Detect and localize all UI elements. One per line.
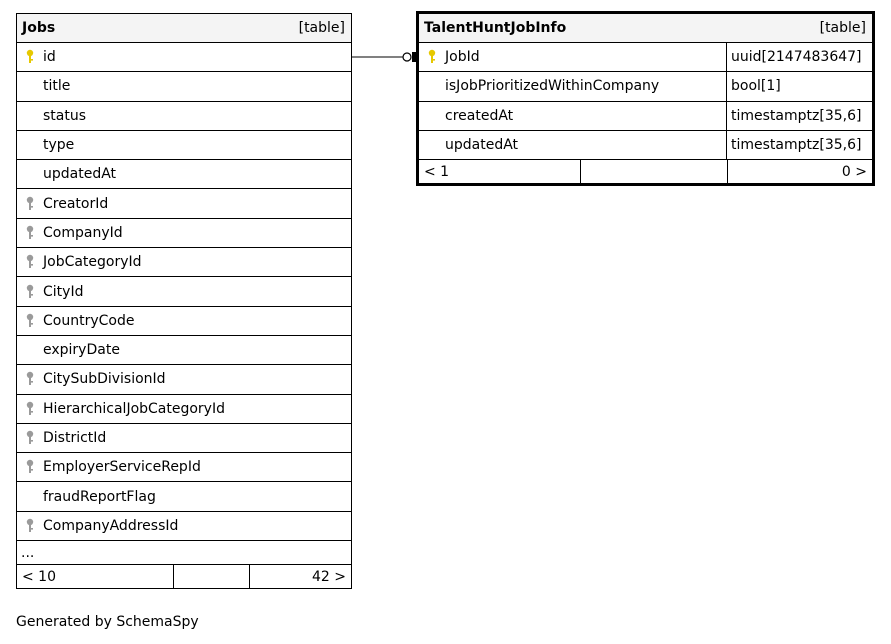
column-name: title (43, 78, 71, 95)
column-name: type (43, 137, 75, 154)
column-name: isJobPrioritizedWithinCompany (445, 78, 660, 95)
one-marker (412, 52, 416, 62)
talent-table-name: TalentHuntJobInfo (424, 20, 567, 36)
jobs-footer-children: 42 > (312, 568, 346, 585)
column-name: HierarchicalJobCategoryId (43, 400, 225, 417)
column-name: expiryDate (43, 342, 120, 359)
column-name: CompanyId (43, 224, 123, 241)
column-name: JobCategoryId (43, 254, 142, 271)
column-name: CompanyAddressId (43, 517, 179, 534)
schemaspy-credit: Generated by SchemaSpy (16, 614, 199, 630)
column-name: updatedAt (445, 137, 519, 154)
talent-footer-parents: < 1 (419, 160, 581, 183)
jobs-footer-parents: < 10 (17, 565, 174, 588)
jobs-table-name: Jobs (22, 20, 56, 36)
jobs-more-columns: ... (17, 541, 351, 565)
column-name: EmployerServiceRepId (43, 459, 201, 476)
column-type: timestamptz[35,6] (726, 131, 872, 159)
jobs-table-kind: [table] (298, 20, 345, 36)
column-type: uuid[2147483647] (726, 43, 872, 71)
talent-footer-children: 0 > (841, 163, 867, 180)
column-name: updatedAt (43, 166, 117, 183)
column-name: id (43, 49, 56, 66)
column-name: status (43, 107, 87, 124)
column-type: timestamptz[35,6] (726, 102, 872, 130)
column-type: bool[1] (726, 72, 872, 100)
column-name: fraudReportFlag (43, 488, 156, 505)
column-name: CountryCode (43, 312, 135, 329)
zero-or-one-marker (403, 53, 411, 61)
talent-table-kind: [table] (819, 20, 866, 36)
column-name: JobId (445, 49, 480, 66)
column-name: DistrictId (43, 430, 107, 446)
column-name: CitySubDivisionId (43, 371, 166, 388)
column-name: CreatorId (43, 195, 109, 212)
column-name: createdAt (445, 107, 514, 124)
column-name: CityId (43, 283, 84, 300)
